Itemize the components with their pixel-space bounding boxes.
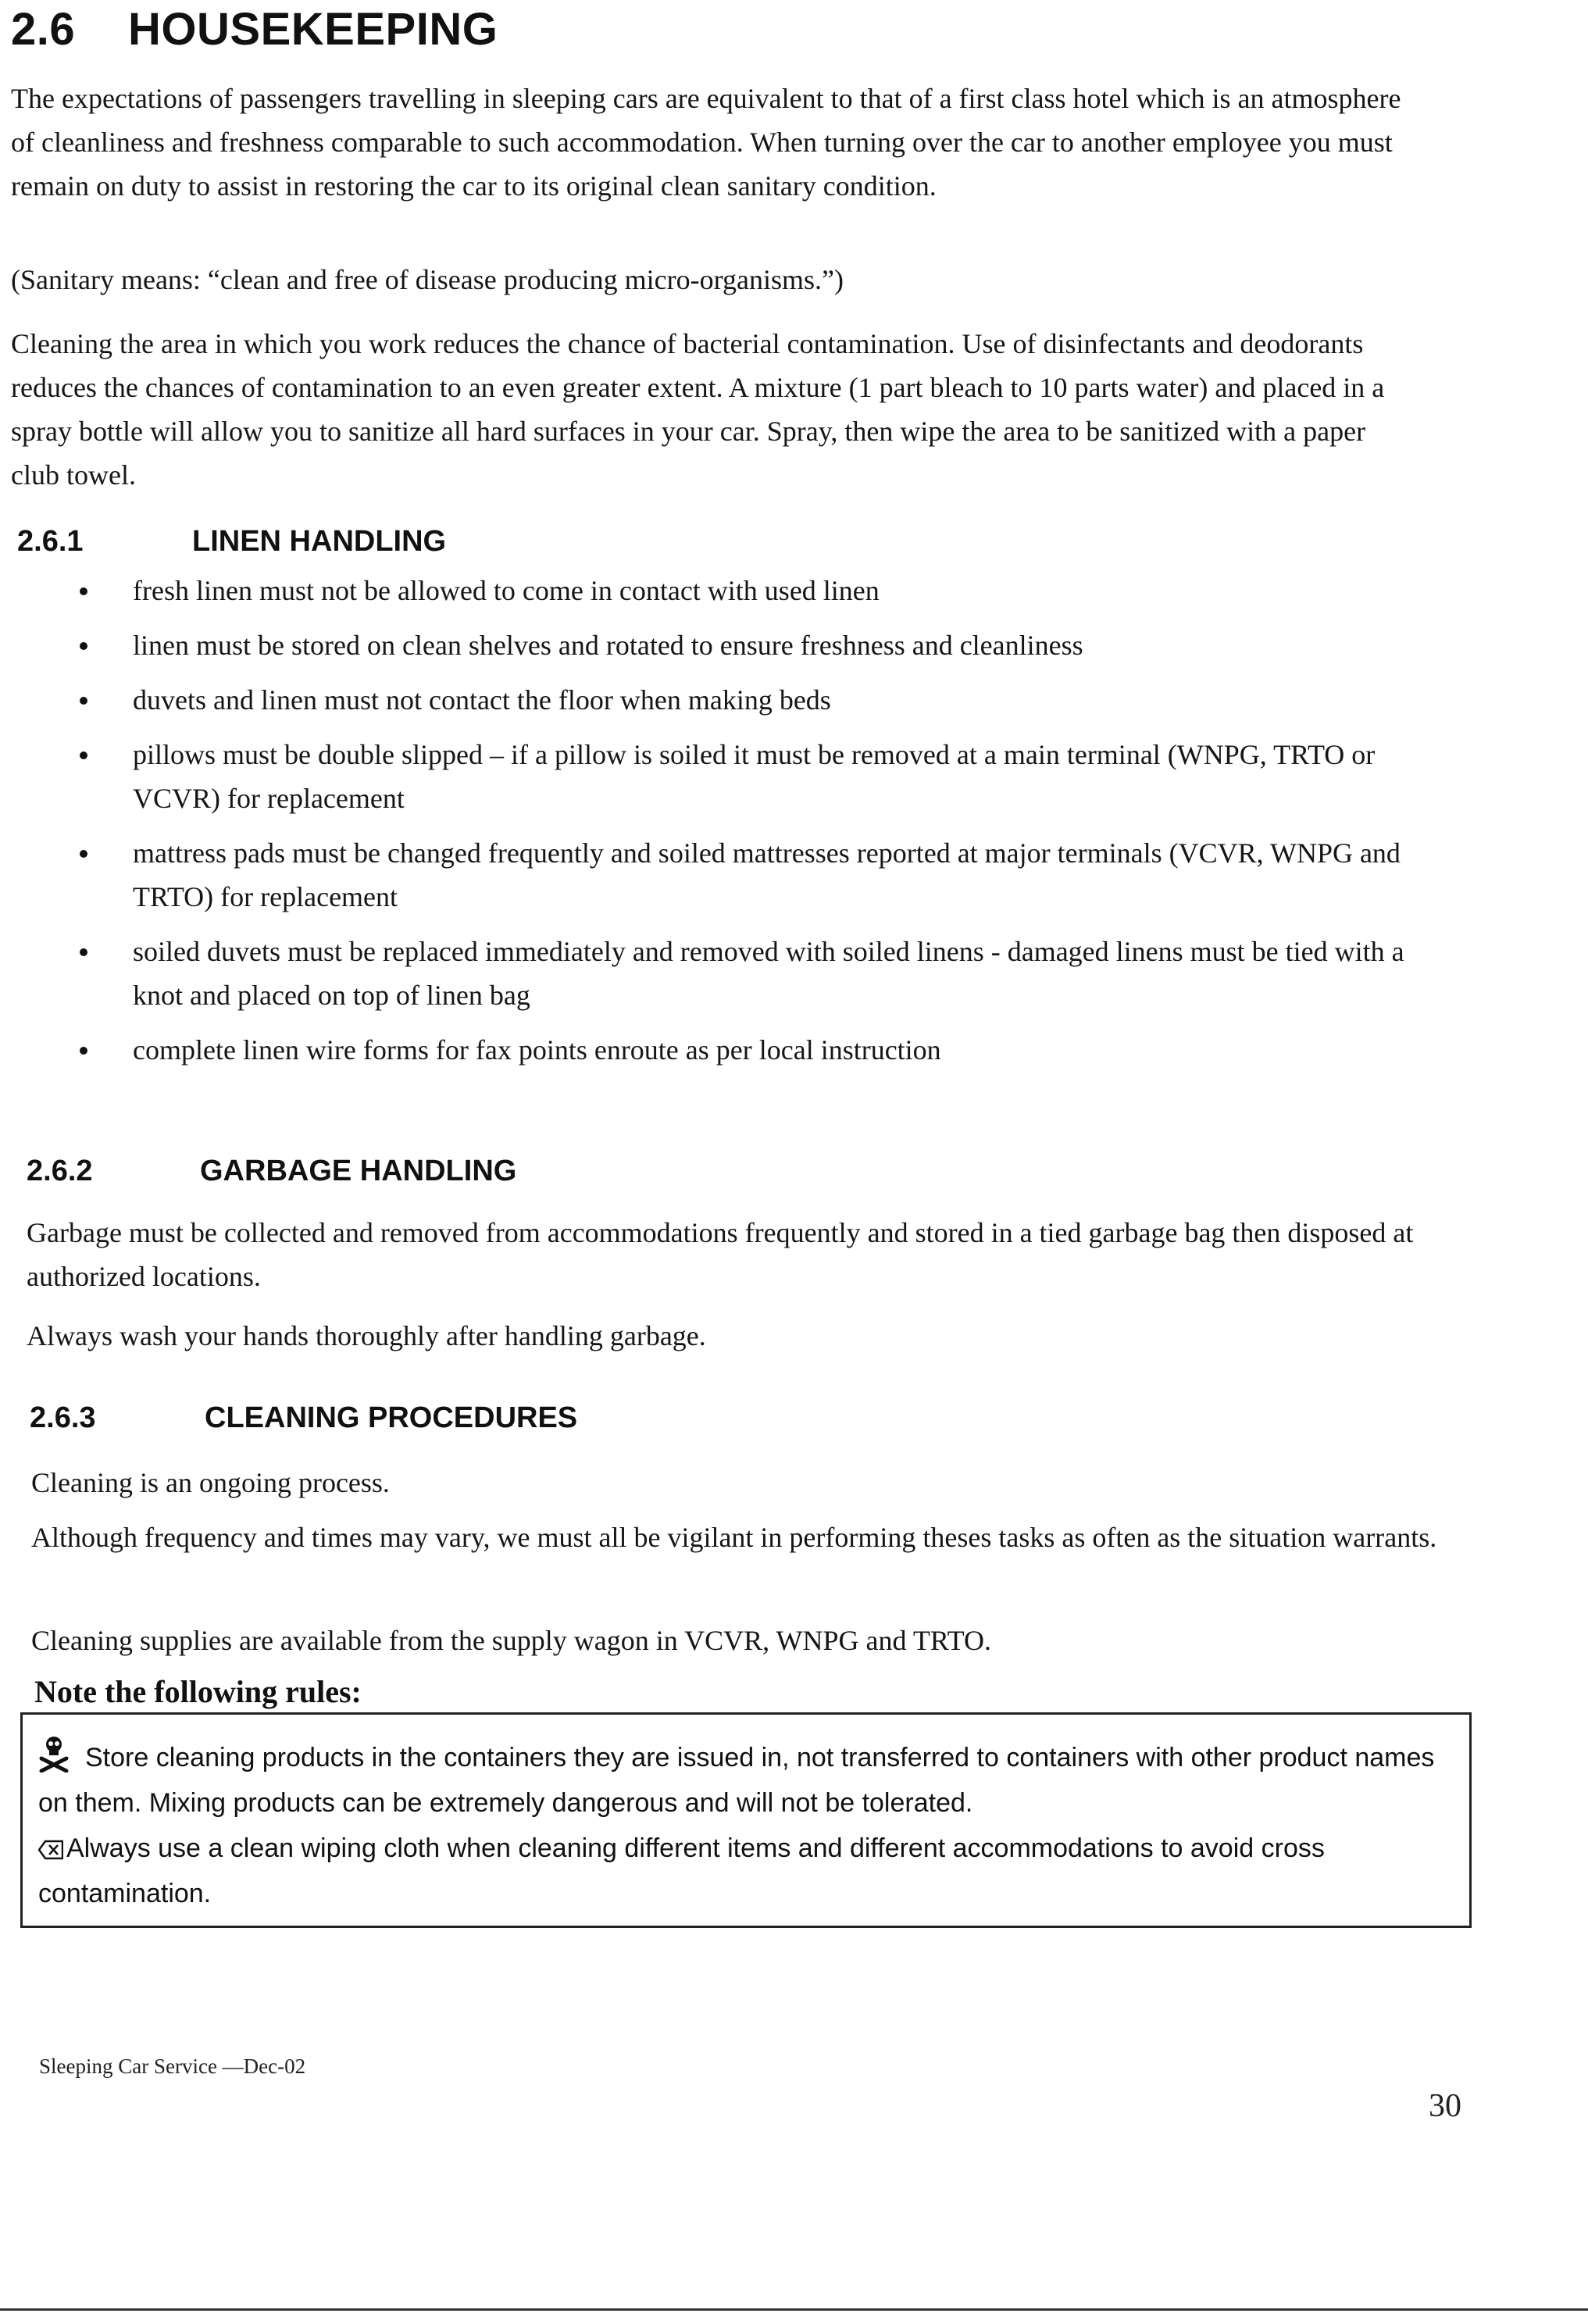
section-heading <box>11 3 498 55</box>
cleaning-title: CLEANING PROCEDURES <box>205 1401 578 1434</box>
cleaning-heading <box>30 1401 577 1435</box>
list-item: soiled duvets must be replaced immediately and removed with soiled linens - damaged linens must be tied with a knot and placed on top of linen bag <box>47 930 1422 1017</box>
cleaning-frequency-paragraph: Although frequency and times may vary, we must all be vigilant in performing theses tasks as often as the situation warrants. <box>31 1522 1437 1553</box>
cleaning-ongoing-paragraph: Cleaning is an ongoing process. <box>31 1467 390 1498</box>
bullet-icon <box>80 948 87 956</box>
cleaning-supplies-paragraph: Cleaning supplies are available from the supply wagon in VCVR, WNPG and TRTO. <box>31 1625 992 1656</box>
bullet-icon <box>80 587 87 595</box>
linen-heading <box>17 525 446 559</box>
intro-paragraph: The expectations of passengers travelling in sleeping cars are equivalent to that of a first class hotel which is an atmosphere of cleanliness and freshness comparable to such accommodation. When turning over the car to another employee you must remain on duty to assist in restoring the car to its original clean sanitary condition. <box>11 83 1401 202</box>
garbage-paragraph: Garbage must be collected and removed from accommodations frequently and stored in a tied garbage bag then disposed at authorized locations. <box>27 1217 1414 1292</box>
list-item: complete linen wire forms for fax points enroute as per local instruction <box>47 1028 1422 1072</box>
list-item: fresh linen must not be allowed to come in contact with used linen <box>47 569 1422 612</box>
list-item: mattress pads must be changed frequently and soiled mattresses reported at major terminals (VCVR, WNPG and TRTO) for replacement <box>47 831 1422 919</box>
bullet-icon <box>80 697 87 705</box>
bottom-divider <box>0 2308 1588 2311</box>
footer-text: Sleeping Car Service —Dec-02 <box>39 2054 306 2078</box>
list-item: pillows must be double slipped – if a pillow is soiled it must be removed at a main terminal (WNPG, TRTO or VCVR) for replacement <box>47 733 1422 820</box>
bullet-icon <box>80 850 87 858</box>
skull-crossbones-icon <box>38 1735 70 1772</box>
section-title: HOUSEKEEPING <box>128 4 498 55</box>
linen-number: 2.6.1 <box>17 525 84 558</box>
section-number: 2.6 <box>11 4 76 55</box>
list-item: linen must be stored on clean shelves and rotated to ensure freshness and cleanliness <box>47 623 1422 667</box>
bullet-icon <box>80 1047 87 1055</box>
sanitary-definition: (Sanitary means: “clean and free of disease producing micro-organisms.”) <box>11 264 844 295</box>
note-title: Note the following rules: <box>34 1674 362 1709</box>
bullet-icon <box>80 751 87 759</box>
page-number: 30 <box>1429 2088 1461 2124</box>
garbage-number: 2.6.2 <box>27 1155 93 1187</box>
bullet-icon <box>80 642 87 650</box>
garbage-heading <box>27 1155 516 1188</box>
linen-rules-list <box>47 569 1422 1083</box>
cleaning-number: 2.6.3 <box>30 1401 96 1434</box>
boxed-x-icon <box>38 1840 63 1860</box>
rules-box <box>20 1712 1472 1928</box>
cleaning-paragraph: Cleaning the area in which you work reduces the chance of bacterial contamination. Use of disinfectants and deodorants reduces the chances of contamination to an even greater extent. A mixture (1 part bleach to 10 parts water) and placed in a spray bottle will allow you to sanitize all hard surfaces in your car. Spray, then wipe the area to be sanitized with a paper club towel. <box>11 328 1385 491</box>
linen-title: LINEN HANDLING <box>192 525 447 558</box>
garbage-hands-paragraph: Always wash your hands thoroughly after handling garbage. <box>27 1320 706 1351</box>
rule-clean-cloth: Always use a clean wiping cloth when cleaning different items and different accommodations to avoid cross contamination. <box>38 1833 1325 1908</box>
list-item: duvets and linen must not contact the floor when making beds <box>47 678 1422 722</box>
rule-store-products: Store cleaning products in the containers they are issued in, not transferred to containers with other product names on them. Mixing products can be extremely dangerous and will not be tolerated. <box>38 1735 1446 1826</box>
garbage-title: GARBAGE HANDLING <box>200 1155 517 1187</box>
